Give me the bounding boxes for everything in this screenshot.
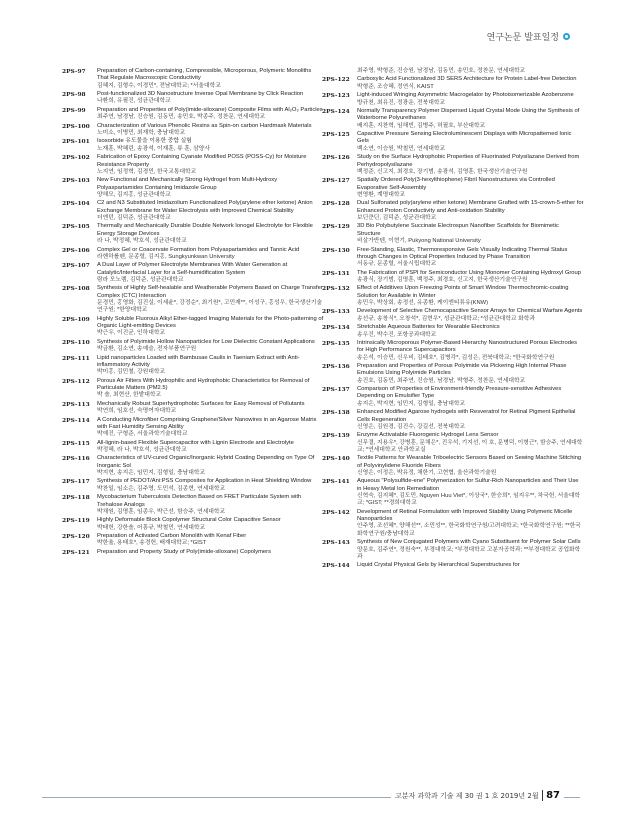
page-header [487,30,570,43]
program-id: 2PS-121 [62,548,90,556]
program-entry [62,378,324,400]
program-id: 2PS-97 [62,68,86,75]
presentation-authors: 박한율, 용태호*, 송경헌, 배재대학교; *GIST [97,540,207,547]
program-entry [322,154,584,176]
page-number: 87 [546,790,560,801]
program-entry [62,339,324,354]
program-text [97,549,324,556]
presentation-authors: 노미소, 이병민, 최재학, 충남대학교 [97,129,186,136]
program-id: 2PS-139 [322,432,350,440]
program-id: 2PS-100 [62,122,90,130]
presentation-title: Preparation of Carbon-containing, Compressible, Microporous, Polymeric Monoliths That Regulate Macroscopic Conductivity [97,68,312,82]
program-id: 2PS-115 [62,439,90,447]
program-id: 2PS-120 [62,533,90,541]
program-text [97,123,324,138]
presentation-title: Preparation and Property Study of Poly(imide-siloxane) Copolymers [97,548,271,555]
presentation-authors: 최주영, 박형준, 진승원, 남경남, 김동민, 송민호, 정찬문, 연세대학교 [357,68,526,74]
presentation-authors: 박정혜, 라 나, 박호석, 성균관대학교 [97,446,187,453]
program-entry [62,285,324,314]
program-text [97,285,324,314]
presentation-title: Enhanced Modified Agarose hydrogels with Resveratrol for Retinal Pigment Epithelial Cells Regeneration [357,409,576,423]
presentation-title: Enzyme Activatable Fluorogenic Hydrogel Lens Sensor [357,432,499,439]
presentation-title: Preparation and Properties of Poly(imide-siloxane) Composite Films with Al₂O₃ Particles [97,106,323,113]
program-id: 2PS-113 [62,400,90,408]
program-entry [322,92,584,107]
program-id: 2PS-108 [62,285,90,293]
program-id: 2PS-103 [62,177,90,185]
program-text [357,285,584,307]
presentation-authors: 백소연, 이승원, 박철민, 연세대학교 [357,145,446,152]
program-id: 2PS-124 [322,108,350,116]
program-text [357,562,584,569]
program-id: 2PS-101 [62,138,90,146]
program-text [357,131,584,153]
presentation-title: Development of Selective Chemocapacitive Sensor Arrays for Chemical Warfare Agents [357,308,583,315]
program-text [97,517,324,532]
program-entry [322,177,584,199]
presentation-authors: 배지훈, 지찬혁, 임해빈, 김병주, 허필호, 부산대학교 [357,122,486,129]
program-entry [62,138,324,153]
program-entry [322,363,584,385]
program-entry [322,409,584,431]
program-id: 2PS-105 [62,223,90,231]
presentation-authors: 노재훈, 박혜린, 송광석, 이재훈, 류 훈, 삼양사 [97,145,210,152]
program-entry [62,401,324,416]
program-entry [62,223,324,245]
presentation-authors: 박연희, 임호선, 숙명여자대학교 [97,408,177,415]
program-id: 2PS-133 [322,308,350,316]
presentation-authors: 양문호, 김주연*, 정원숙**, 부경대학교; *부경대학교 고분자공학과; **부경대학교 공업화학과 [357,546,581,560]
program-text [357,455,584,477]
presentation-authors: 라헨하롤펜, 문종렬, 김지홍, Sungkyunkwan University [97,253,235,260]
program-id: 2PS-127 [322,177,350,185]
program-entry [62,154,324,176]
program-text [97,417,324,439]
program-entry [62,517,324,532]
presentation-authors: 더엔던, 김덕준, 성균관대학교 [97,214,171,221]
program-id: 2PS-144 [322,562,350,570]
program-entry [62,123,324,138]
program-text [97,223,324,245]
program-entry [62,549,324,556]
presentation-authors: 박근우, 이진균, 인하대학교 [97,330,166,337]
program-entry [62,355,324,377]
presentation-authors: 최주연, 남경남, 진승원, 김동민, 송민호, 박종주, 정찬문, 연세대학교 [97,114,266,121]
presentation-authors: 송우진, 박수진, 포항공과대학교 [357,331,437,338]
presentation-title: C2 and N3 Substituted Imidazolium Functionalized Poly(arylene ether ketone) Anion Exchange Membrane for Water Electrolysis with Improved Chemical Stability [97,200,313,214]
presentation-authors: 박예진, 구형준, 서울과학기술대학교 [97,431,188,438]
program-id: 2PS-142 [322,508,350,516]
program-text [97,138,324,153]
program-text [97,177,324,199]
footer-text [391,790,564,801]
program-text [357,270,584,285]
presentation-title: Mechanically Robust Superhydrophobic Surfaces for Easy Removal of Pollutants [97,400,305,407]
presentation-authors: 박채원, 김명훈, 임종우, 박근선, 함승주, 연세대학교 [97,508,226,515]
presentation-title: Characteristics of UV-cured Organic/Inorganic Hybrid Coating Depending on Type Of Inorganic Sol [97,455,315,469]
footer-divider [542,790,544,801]
program-text [357,68,584,75]
program-text [357,478,584,507]
page-footer [0,786,622,808]
program-id: 2PS-138 [322,409,350,417]
program-entry [62,316,324,338]
program-entry [62,68,324,90]
program-id: 2PS-109 [62,315,90,323]
program-id: 2PS-102 [62,154,90,162]
program-entry [322,131,584,153]
program-text [357,200,584,222]
presentation-title: Aqueous "Polysulfide-ene" Polymerization for Sulfur-Rich Nanoparticles and Their Use in Heavy Metal Ion Remediation [357,478,579,492]
presentation-authors: 문경민, 홍영화, 김진실, 이세윤*, 강정순*, 최기원*, 고민재**, 이성구, 홍성우, 한국생산기술연구원; *한양대학교 [97,299,323,314]
program-text [97,440,324,455]
program-text [357,386,584,408]
program-text [97,478,324,493]
program-entry [322,324,584,339]
presentation-authors: 람라 모노렘, 김덕준, 성균관대학교 [97,276,184,283]
program-text [357,223,584,245]
presentation-title: Highly Soluble Fluorous Alkyl Ether-tagged Imaging Materials for the Photo-patterning of Organic Light-emitting Devices [97,315,324,330]
program-id: 2PS-106 [62,246,90,254]
presentation-authors: 안주영, 조선혜*, 양해선**, 소민성**, 한국화학연구원/고려대학교; *한국화학연구원; **한국화학연구원/충남대학교 [357,523,581,537]
program-text [97,316,324,338]
program-text [357,324,584,339]
program-text [357,247,584,269]
program-entry [322,539,584,561]
presentation-authors: 나환희, 유필진, 성균관대학교 [97,98,171,105]
program-entry [62,455,324,477]
program-entry [62,107,324,122]
presentation-title: Light-induced Wringing Asymmetric Macrogelator by Photoisomerizable Azobenzene [357,92,574,99]
presentation-authors: 비살가반텐, 이현기, Pukyong National University [357,238,481,245]
presentation-authors: 노지연, 임정혁, 김경민, 한국교통대학교 [97,168,197,175]
presentation-authors: 양해모, 김지홍, 성균관대학교 [97,191,171,198]
presentation-authors: 백정준, 신고지, 최경호, 장기범, 송광석, 김영훈, 한국생산기술연구원 [357,168,528,175]
presentation-title: Preparation of Activated Carbon Monolith with Kenaf Fiber [97,533,247,540]
program-entry [322,308,584,323]
presentation-title: Synthesis of Highly Self-healable and Weatherable Polymers Based on Charge Transfer Complex (CTC) Interaction [97,285,323,299]
presentation-title: Carboxylic Acid Functionalized 3D SERS Architecture for Protein Label-free Detection [357,76,577,83]
program-text [357,409,584,431]
program-id: 2PS-107 [62,262,90,270]
program-id: 2PS-128 [322,200,350,208]
program-entry [322,509,584,538]
program-entry [322,200,584,222]
program-text [357,509,584,538]
presentation-title: Study on the Surface Hydrophobic Properties of Fluorinated Polysilazane Derived from Perhydropolysilazane [357,154,580,168]
presentation-authors: 송진호, 김동민, 최주연, 진승원, 남경남, 박형주, 정찬문, 연세대학교 [357,377,526,384]
program-entry [62,177,324,199]
presentation-title: New Functional and Mechanically Strong Hydrogel from Multi-Hydroxy Polyaspartamides Containing Imidazole Group [97,177,278,191]
presentation-title: Textile Patterns for Wearable Triboelectric Sensors Based on Sewing Machine Stitching of Polyvinylidene Fluoride Fibers [357,455,582,469]
program-id: 2PS-114 [62,416,90,424]
program-id: 2PS-110 [62,338,90,346]
presentation-title: Liquid Crystal Physical Gels by Hierarchical Superstructures for [357,562,520,569]
presentation-title: Intrinsically Microporous Polymer-Based Hierarchy Nanostructured Porous Electrodes for High Performance Supercapacitors [357,340,578,354]
program-text [97,91,324,106]
program-text [97,494,324,516]
program-text [357,539,584,561]
program-text [97,200,324,222]
presentation-title: A Dual Layer of Polymer Electrolyte Membranes With Water Generation at Catalytic/Interfacial Layer for a Self-humidification System [97,262,288,276]
program-entry [322,247,584,269]
presentation-title: Effect of Additives Upon Freezing Points of Smart Window Thermochromic-coating Solution for Available in Winter [357,285,569,299]
program-text [97,339,324,354]
presentation-title: Free-Standing, Elastic, Thermoresponsive Gels Visually Indicating Thermal Status through Changes in Optical Properties Induced by Phase Transition [357,246,568,260]
program-id: 2PS-136 [322,363,350,371]
presentation-authors: 박지현, 송지은, 임민지, 김형일, 충남대학교 [97,470,206,476]
program-text [357,432,584,454]
program-id: 2PS-119 [62,517,90,525]
program-id: 2PS-98 [62,91,86,99]
program-text [357,308,584,323]
presentation-title: Synthesis of PEDOT/Ani:PSS Composites for Application in Heat Shielding Window [97,478,312,485]
program-entry [322,223,584,245]
right-column [322,68,584,571]
program-entry [62,247,324,262]
program-entry [322,285,584,307]
program-text [97,247,324,262]
presentation-authors: 신무결, 지용우*, 강병훈, 문채은*, 진우석, 기지선, 이 호, 문병덕, 이형근*, 함승주, 연세대학교; *연세대학교 안과학교실 [357,439,583,453]
presentation-title: A Conducting Microfiber Comprising Graphene/Silver Nanowires in an Agarose Matrix with Fast Humidity Sensing Ability [97,416,317,430]
program-entry [62,533,324,548]
program-id: 2PS-116 [62,455,90,463]
presentation-title: Synthesis of Polyimide Hollow Nanoparticles for Low Dielectric Constant Applications [97,338,315,345]
program-text [97,378,324,400]
program-id: 2PS-134 [322,324,350,332]
program-entry [322,270,584,285]
program-id: 2PS-112 [62,377,90,385]
presentation-authors: 신영은, 김원경, 김진수, 강길선, 전북대학교 [357,423,466,430]
presentation-title: Synthesis of New Conjugated Polymers with Cyano Substituent for Polymer Solar Cells [357,539,581,546]
presentation-title: Capacitive Pressure Sensing Electroluminescent Displays with Micropatterned Ionic Gels [357,131,572,145]
program-entry [322,386,584,408]
program-entry [62,91,324,106]
program-id: 2PS-129 [322,223,350,231]
program-text [357,154,584,176]
presentation-authors: 신혁숙, 김지혜*, 김도민, Nguyen Huu Viet*, 이상국*, 한승희*, 임지우**, 차국헌, 서울대학교; *GIST; **경희대학교 [357,493,581,507]
presentation-title: Fabrication of Epoxy Containing Cyanate Modified POSS (POSS-Cy) for Moisture Resistance Property [97,154,307,168]
program-text [97,154,324,176]
program-text [97,401,324,416]
presentation-authors: 박 솔, 최현산, 한밭대학교 [97,392,162,399]
program-entry [62,417,324,439]
program-id: 2PS-131 [322,269,350,277]
program-entry [322,340,584,362]
presentation-title: Preparation and Properties of Porous Polyimide via Pickering High Internal Phase Emulsions Using Polyimide Particles [357,363,567,377]
program-id: 2PS-123 [322,92,350,100]
program-id: 2PS-125 [322,131,350,139]
program-text [357,363,584,385]
presentation-authors: 박미홍, 김민철, 강원대학교 [97,369,166,376]
program-id: 2PS-111 [62,354,90,362]
presentation-authors: 송민우, 박상회, 송정선, 유종환, 케이엔티튜유(KNW) [357,299,489,306]
program-entry [322,562,584,569]
presentation-title: Post-functionalized 3D Nanostructure Inverse Opal Membrane by Click Reaction [97,91,304,98]
program-text [97,68,324,90]
presentation-title: Thermally and Mechanically Durable Double Network Ionogel Electrolyte for Flexible Energy Storage Devices [97,223,313,237]
presentation-authors: 변영환, 계명대학교 [357,191,406,198]
program-entry [322,455,584,477]
presentation-title: Lipid nanoparticles Loaded with Bambusae Caulis in Taeniam Extract with Anti-inflammatory Activity [97,354,300,368]
presentation-title: Porous Air Filters With Hydrophilic and Hydrophobic Characteristics for Removal of Particulate Matters (PM2.5) [97,377,310,391]
presentation-title: Spatially Ordered Poly(3-hexylthiophene) Fibril Nanostructures via Controlled Evaporative Self-Assembly [357,177,555,191]
presentation-title: Stretchable Aqueous Batteries for Wearable Electronics [357,324,500,331]
program-id: 2PS-140 [322,455,350,463]
circle-icon [563,33,570,40]
program-id: 2PS-118 [62,494,90,502]
presentation-title: Mycobacterium Tuberculosis Detection Based on FRET Particulate System with Trehalose Analogs [97,494,302,508]
header-title: 연구논문 발표일정 [486,33,559,43]
program-id [322,68,357,75]
program-text [357,340,584,362]
program-entry [62,494,324,516]
program-entry [322,68,584,75]
presentation-authors: 송은석, 이승민, 신우비, 김태호*, 김병각*, 김성은, 전북대학교; *한국화학연구원 [357,354,555,361]
presentation-title: Isosorbide 유도물을 이용한 중합 실험 [97,138,192,145]
presentation-title: Development of Retinal Formulation with Improved Stability Using Polymeric Micelle Nanoparticles [357,508,573,523]
program-entry [62,262,324,284]
program-id: 2PS-137 [322,386,350,394]
program-text [357,108,584,130]
presentation-authors: 송광식, 장기범, 김명훈, 백정주, 최경호, 신고지, 한국생산기술연구원 [357,276,528,283]
program-id: 2PS-99 [62,106,86,114]
presentation-title: The Fabrication of PSPI for Semiconductor Using Monomer Containing Hydroxyl Group [357,269,581,276]
program-text [97,262,324,284]
presentation-title: Complex Gel or Coacervate Formation from Polyaspartamides and Tannic Acid [97,246,300,253]
program-entry [62,440,324,455]
journal-info: 고분자 과학과 기술 제 30 권 1 호 2019년 2월 [395,791,539,800]
program-id: 2PS-135 [322,340,350,348]
presentation-authors: 박태헌, 강한솔, 어흥규, 박철민, 연세대학교 [97,524,206,531]
program-id: 2PS-104 [62,200,90,208]
presentation-authors: 라 나, 박정혜, 박호석, 성균관대학교 [97,238,187,245]
presentation-title: Comparison of Properties of Environment-friendly Pressure-sensitive Adhesives Depending on Emulsifier Type [357,386,562,400]
program-id: 2PS-132 [322,285,350,293]
presentation-authors: 서동규, 문종렬, 서울시립대학교 [357,261,437,268]
presentation-title: Normally Transparency Polymer Dispersed Liquid Crystal Mode Using the Synthesis of Waterborne Polyurethanes [357,108,580,122]
presentation-authors: 신영은, 이정은, 박유정, 채한기, 고현협, 울산과학기술원 [357,470,497,476]
presentation-title: All-lignin-based Flexible Supercapacitor with Lignin Electrode and Electrolyte [97,439,294,446]
presentation-authors: 김혜지, 김형수, 이경민*, 전남대학교; *서울대학교 [97,82,221,89]
program-entry [322,108,584,130]
program-id: 2PS-117 [62,478,90,486]
presentation-title: Characterization of Various Phenolic Resins as Spin-on carbon Hardmask Materials [97,122,312,129]
left-column [62,68,324,557]
presentation-title: 3D Bio Polybutylene Succinate Electrospun Nanofiber Scaffolds for Biomimetic Structure [357,223,559,237]
presentation-authors: 박금환, 김소연, 송예슬, 전자부품연구원 [97,346,197,353]
program-text [357,92,584,107]
presentation-title: Dual Sulfonated poly(arylene ether ketone) Membrane Grafted with 15-crown-5-ether for Enhanced Proton Conductivity and Anti-oxidation Stability [357,200,584,214]
program-id: 2PS-122 [322,76,350,84]
program-text [97,533,324,548]
presentation-authors: 송지은, 박지현, 임민지, 김형일, 충남대학교 [357,400,466,407]
program-text [97,355,324,377]
program-text [97,455,324,477]
program-entry [322,76,584,91]
program-id: 2PS-141 [322,478,350,486]
presentation-authors: 송선규, 송창식*, 오창석*, 김현우*, 성균관대학교; *성균관대학교 화학과 [357,315,535,322]
presentation-authors: 박형준, 조승혜, 정연식, KAIST [357,83,434,90]
program-id: 2PS-130 [322,246,350,254]
presentation-authors: 박찬일, 임소은, 김주영, 도민석, 김종현, 연세대학교 [97,485,226,492]
presentation-authors: 방규천, 최유진, 정광운, 전북대학교 [357,99,446,106]
program-text [97,107,324,122]
program-entry [322,432,584,454]
program-entry [62,478,324,493]
program-id: 2PS-126 [322,154,350,162]
program-entry [62,200,324,222]
program-id: 2PS-143 [322,539,350,547]
program-text [357,177,584,199]
program-text [357,76,584,91]
presentation-authors: 보딘쿤딘, 김덕준, 성균관대학교 [357,214,437,221]
program-entry [322,478,584,507]
presentation-title: Highly Deformable Block Copolymer Structural Color Capacitive Sensor [97,517,281,524]
